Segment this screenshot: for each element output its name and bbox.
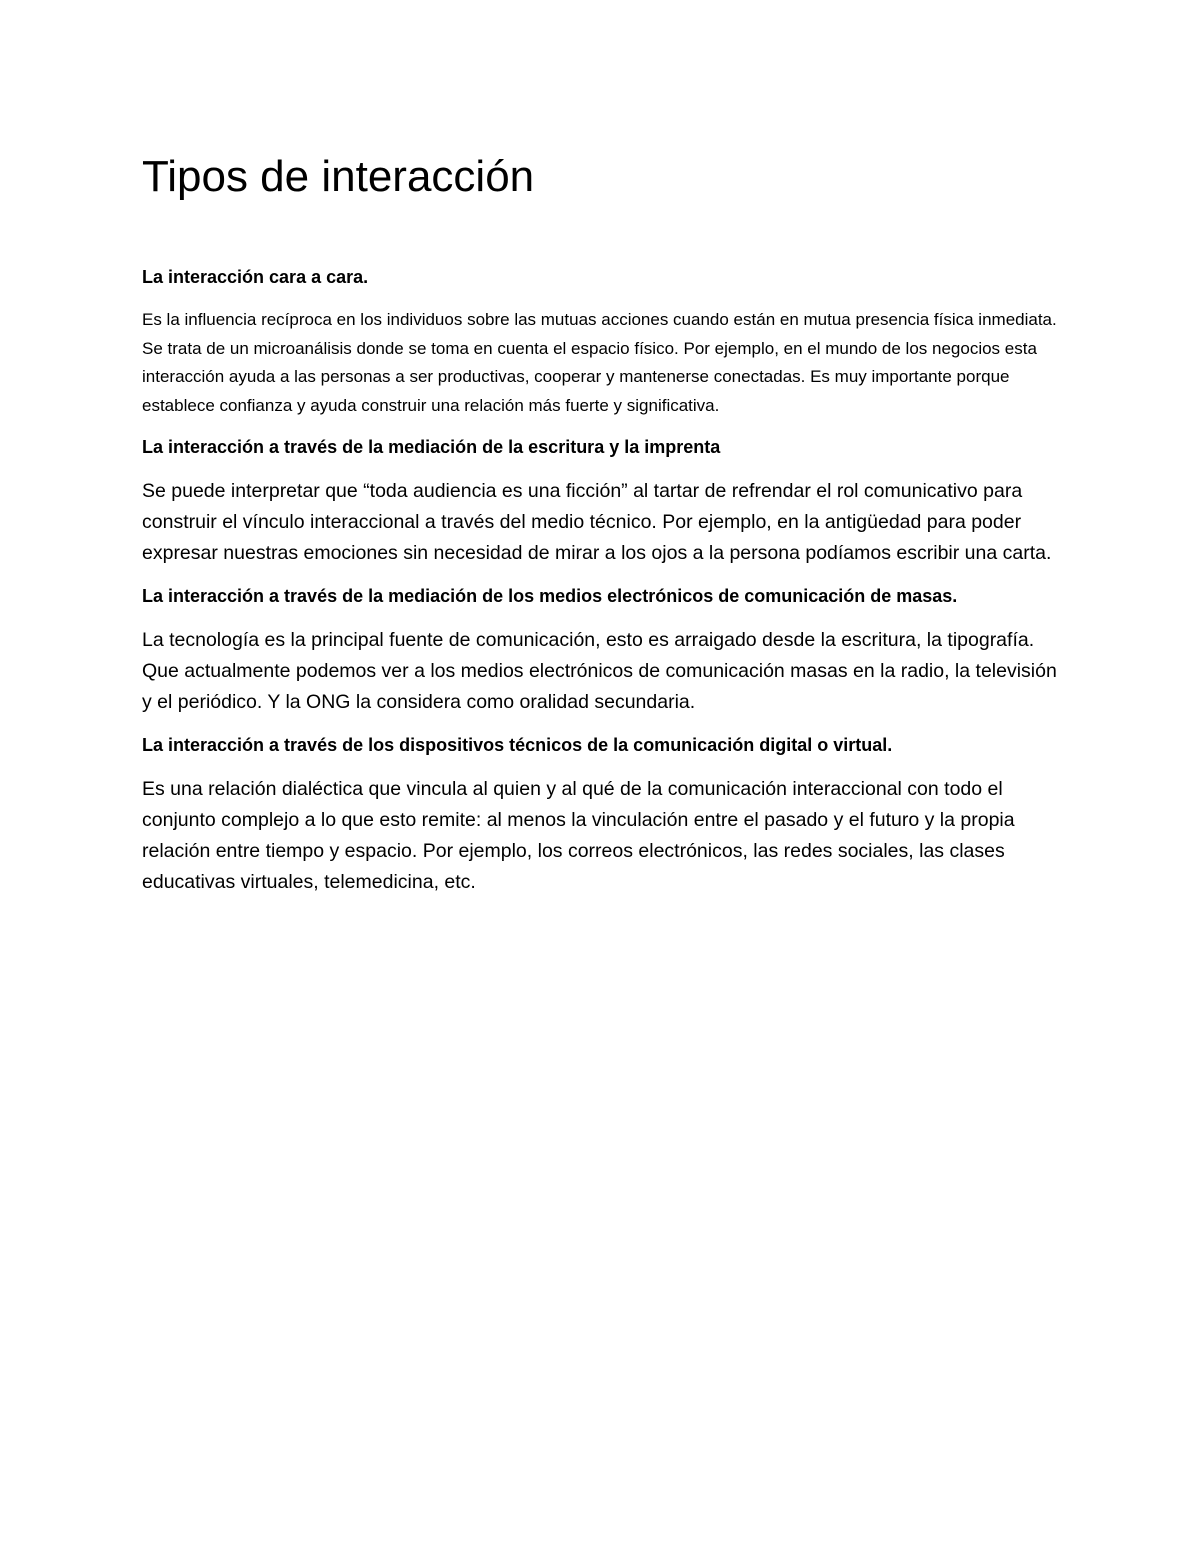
document-body: [142, 148, 1067, 912]
section-paragraph-face-to-face: Es la influencia recíproca en los individuos sobre las mutuas acciones cuando están en mutua presencia física inmediata. Se trata de un microanálisis donde se toma en cuenta el espacio físico. Por ejemplo, en el mundo de los negocios esta interacción ayuda a las personas a ser productivas, cooperar y mantenerse conectadas. Es muy importante porque establece confianza y ayuda construir una relación más fuerte y significativa.: [142, 310, 1057, 415]
section-paragraph-electronic-media: La tecnología es la principal fuente de comunicación, esto es arraigado desde la escritura, la tipografía. Que actualmente podemos ver a los medios electrónicos de comunicación masas en la radio, la televisión y el periódico. Y la ONG la considera como oralidad secundaria.: [142, 629, 1057, 713]
section-heading-digital-devices: La interacción a través de los dispositivos técnicos de la comunicación digital o virtual.: [142, 735, 893, 755]
section-heading-electronic-media: La interacción a través de la mediación de los medios electrónicos de comunicación de masas.: [142, 586, 958, 606]
section-paragraph-writing-press: Se puede interpretar que “toda audiencia es una ficción” al tartar de refrendar el rol comunicativo para construir el vínculo interaccional a través del medio técnico. Por ejemplo, en la antigüedad para poder expresar nuestras emociones sin necesidad de mirar a los ojos a la persona podíamos escribir una carta.: [142, 480, 1052, 564]
document-title: Tipos de interacción: [142, 152, 535, 201]
section-heading-writing-press: La interacción a través de la mediación de la escritura y la imprenta: [142, 437, 721, 457]
section-heading-face-to-face: La interacción cara a cara.: [142, 267, 369, 287]
section-paragraph-digital-devices: Es una relación dialéctica que vincula al quien y al qué de la comunicación interaccional con todo el conjunto complejo a lo que esto remite: al menos la vinculación entre el pasado y el futuro y la propia relación entre tiempo y espacio. Por ejemplo, los correos electrónicos, las redes sociales, las clases educativas virtuales, telemedicina, etc.: [142, 778, 1015, 893]
